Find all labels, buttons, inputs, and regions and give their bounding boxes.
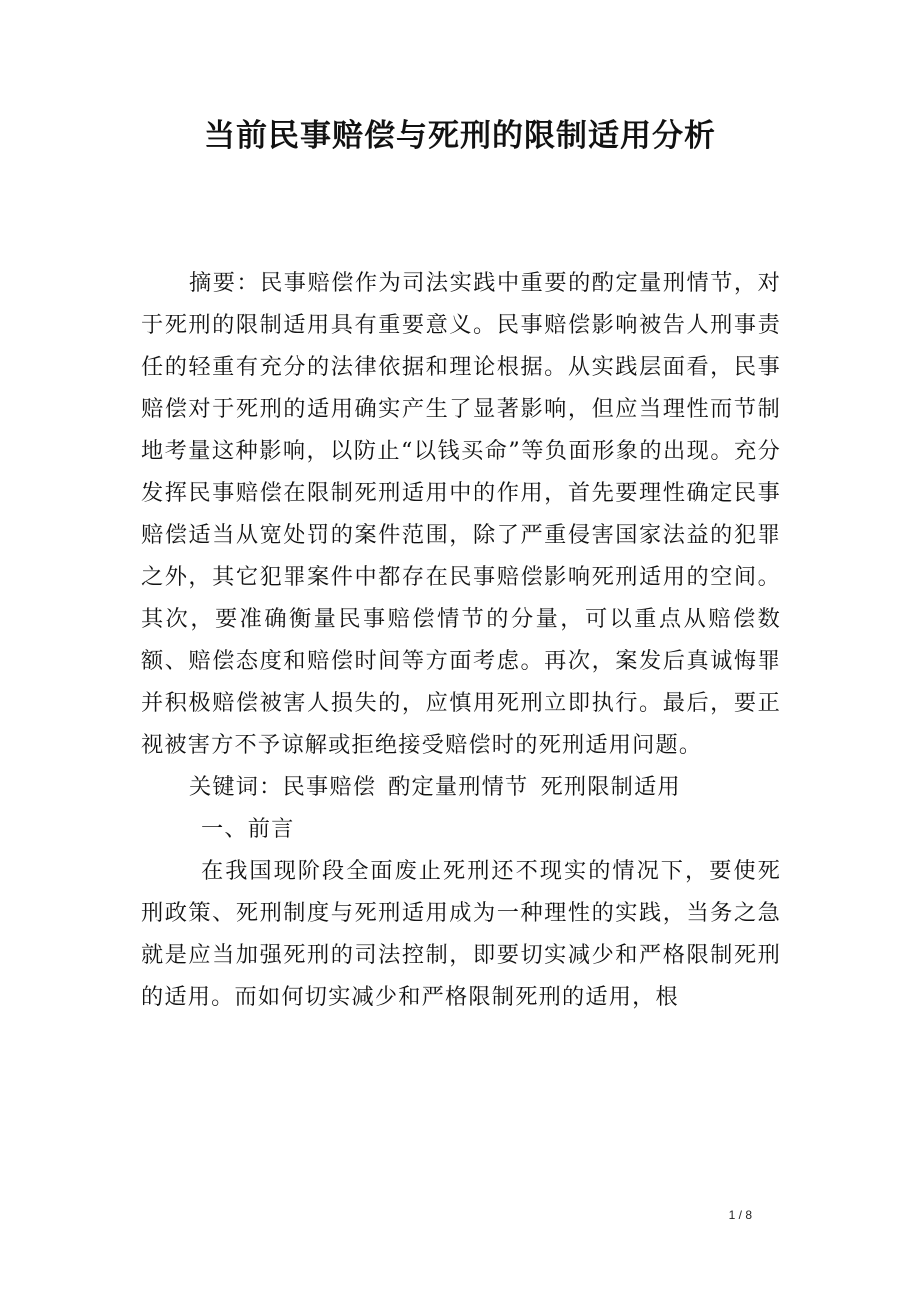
keywords-label: 关键词：	[189, 774, 283, 800]
abstract-label: 摘要：	[189, 270, 261, 296]
keywords-paragraph	[141, 766, 781, 808]
page-indicator: 1 / 8	[728, 1208, 752, 1222]
keyword-item: 死刑限制适用	[540, 774, 681, 800]
document-body	[141, 262, 781, 1018]
intro-paragraph: 在我国现阶段全面废止死刑还不现实的情况下，要使死刑政策、死刑制度与死刑适用成为一种理性的实践，当务之急就是应当加强死刑的司法控制，即要切实减少和严格限制死刑的适用。而如何切实减少和严格限制死刑的适用，根	[141, 858, 781, 1010]
document-title: 当前民事赔偿与死刑的限制适用分析	[204, 118, 716, 154]
abstract-paragraph	[141, 262, 781, 766]
section-heading: 一、前言	[201, 816, 295, 842]
keyword-item: 酌定量刑情节	[388, 774, 529, 800]
keyword-item: 民事赔偿	[282, 774, 377, 800]
abstract-text: 民事赔偿作为司法实践中重要的酌定量刑情节，对于死刑的限制适用具有重要意义。民事赔偿影响被告人刑事责任的轻重有充分的法律依据和理论根据。从实践层面看，民事赔偿对于死刑的适用确实产生了显著影响，但应当理性而节制地考量这种影响，以防止“以钱买命”等负面形象的出现。充分发挥民事赔偿在限制死刑适用中的作用，首先要理性确定民事赔偿适当从宽处罚的案件范围，除了严重侵害国家法益的犯罪之外，其它犯罪案件中都存在民事赔偿影响死刑适用的空间。其次，要准确衡量民事赔偿情节的分量，可以重点从赔偿数额、赔偿态度和赔偿时间等方面考虑。再次，案发后真诚悔罪并积极赔偿被害人损失的，应慎用死刑立即执行。最后，要正视被害方不予谅解或拒绝接受赔偿时的死刑适用问题。	[141, 270, 781, 758]
